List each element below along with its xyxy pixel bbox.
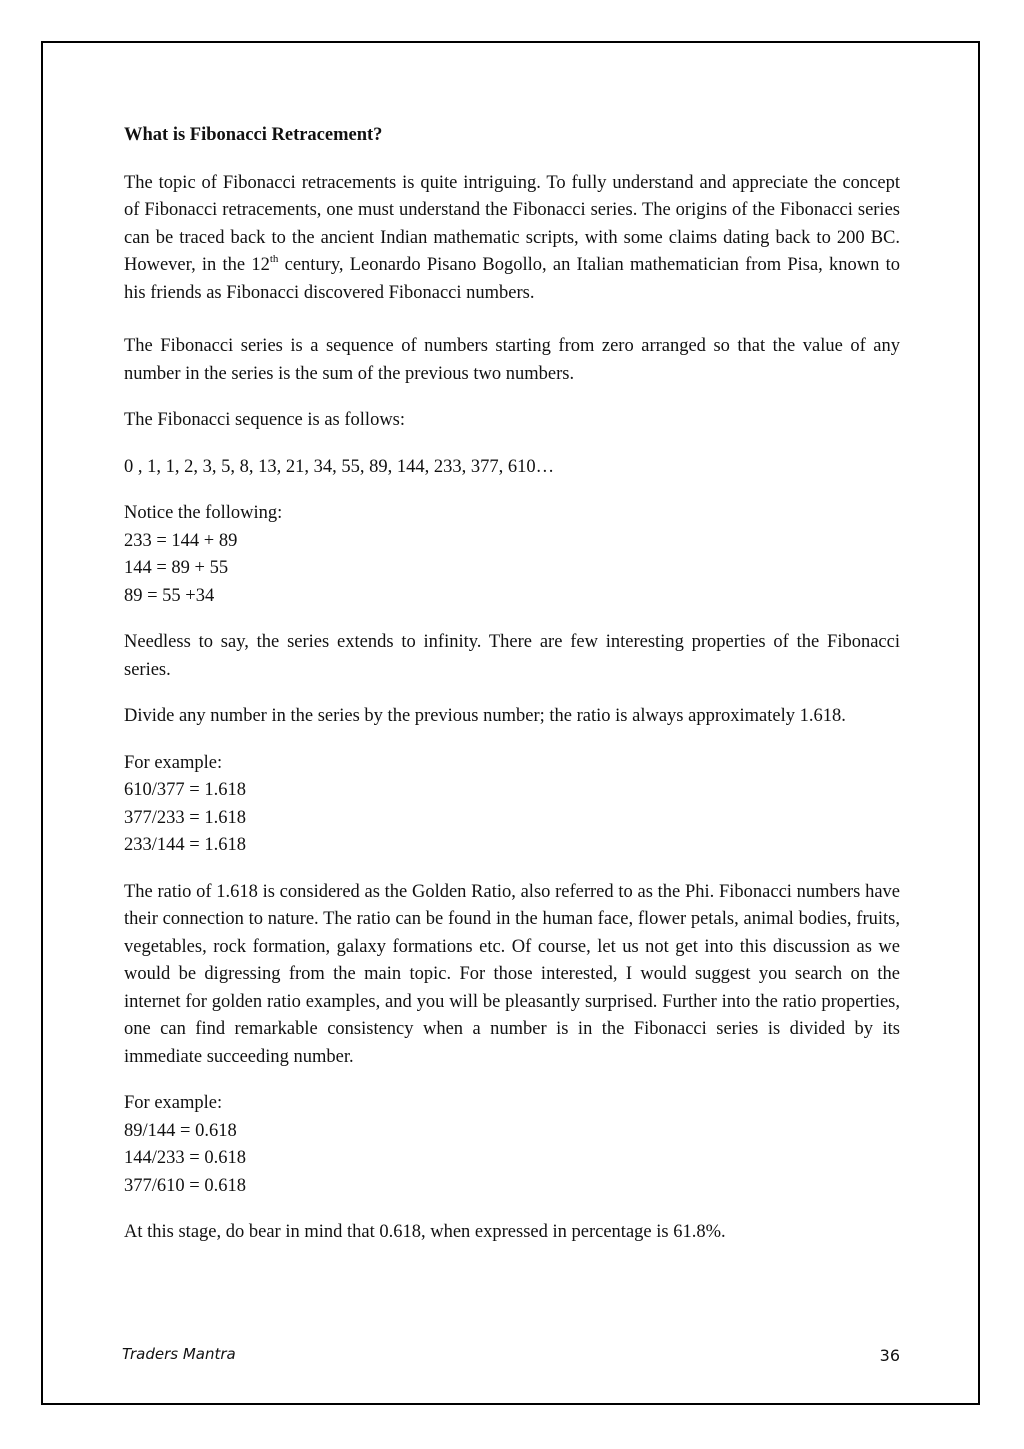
notice-line: 89 = 55 +34 xyxy=(124,585,215,606)
example-line: For example: xyxy=(124,752,223,773)
section-heading: What is Fibonacci Retracement? xyxy=(124,125,383,145)
example-block-2 xyxy=(124,1090,900,1200)
page-number: 36 xyxy=(879,1346,900,1365)
paragraph-golden-ratio: The ratio of 1.618 is considered as the Golden Ratio, also referred to as the Phi. Fibonacci numbers have their connection to nature. The ratio can be found in the human face, flower petals, animal bodies, fruits, vegetables, rock formation, galaxy formations etc. Of course, let us not get into this discussion as we would be digressing from the main topic. For those interested, I would suggest you search on the internet for golden ratio examples, and you will be pleasantly surprised. Further into the ratio properties, one can find remarkable consistency when a number is in the Fibonacci series is divided by its immediate succeeding number. xyxy=(124,881,900,1067)
example-line: 89/144 = 0.618 xyxy=(124,1120,237,1141)
footer-title: Traders Mantra xyxy=(122,1345,236,1363)
notice-block xyxy=(124,500,900,610)
example-block-1 xyxy=(124,750,900,860)
paragraph-intro-part2: century, Leonardo Pisano Bogollo, an Italian mathematician from Pisa, known to his friends as Fibonacci discovered Fibonacci numbers. xyxy=(124,255,900,303)
paragraph-ratio: Divide any number in the series by the previous number; the ratio is always approximately 1.618. xyxy=(124,706,846,726)
paragraph-percentage: At this stage, do bear in mind that 0.618, when expressed in percentage is 61.8%. xyxy=(124,1222,726,1242)
superscript-th: th xyxy=(269,253,279,265)
notice-line: Notice the following: xyxy=(124,503,283,523)
paragraph-intro-part1: The topic of Fibonacci retracements is quite intriguing. To fully understand and appreciate the concept of Fibonacci retracements, one must understand the Fibonacci series. The origins of the Fibonacci series can be traced back to the ancient Indian mathematic scripts, with some claims dating back to 200 BC. However, in the 12 xyxy=(124,172,900,275)
paragraph-sequence-intro: The Fibonacci sequence is as follows: xyxy=(124,410,406,430)
paragraph-definition: The Fibonacci series is a sequence of numbers starting from zero arranged so that the value of any number in the series is the sum of the previous two numbers. xyxy=(124,336,900,384)
example-line: 610/377 = 1.618 xyxy=(124,780,246,800)
paragraph-intro xyxy=(124,170,900,308)
paragraph-infinity: Needless to say, the series extends to infinity. There are few interesting properties of the Fibonacci series. xyxy=(124,632,900,680)
notice-line: 144 = 89 + 55 xyxy=(124,558,229,578)
fibonacci-sequence: 0 , 1, 1, 2, 3, 5, 8, 13, 21, 34, 55, 89, 144, 233, 377, 610… xyxy=(124,456,555,477)
example-line: For example: xyxy=(124,1093,223,1113)
example-line: 377/610 = 0.618 xyxy=(124,1175,246,1196)
notice-line: 233 = 144 + 89 xyxy=(124,530,238,551)
example-line: 233/144 = 1.618 xyxy=(124,835,246,855)
example-line: 144/233 = 0.618 xyxy=(124,1148,246,1168)
example-line: 377/233 = 1.618 xyxy=(124,807,246,828)
page-body xyxy=(124,122,900,1266)
